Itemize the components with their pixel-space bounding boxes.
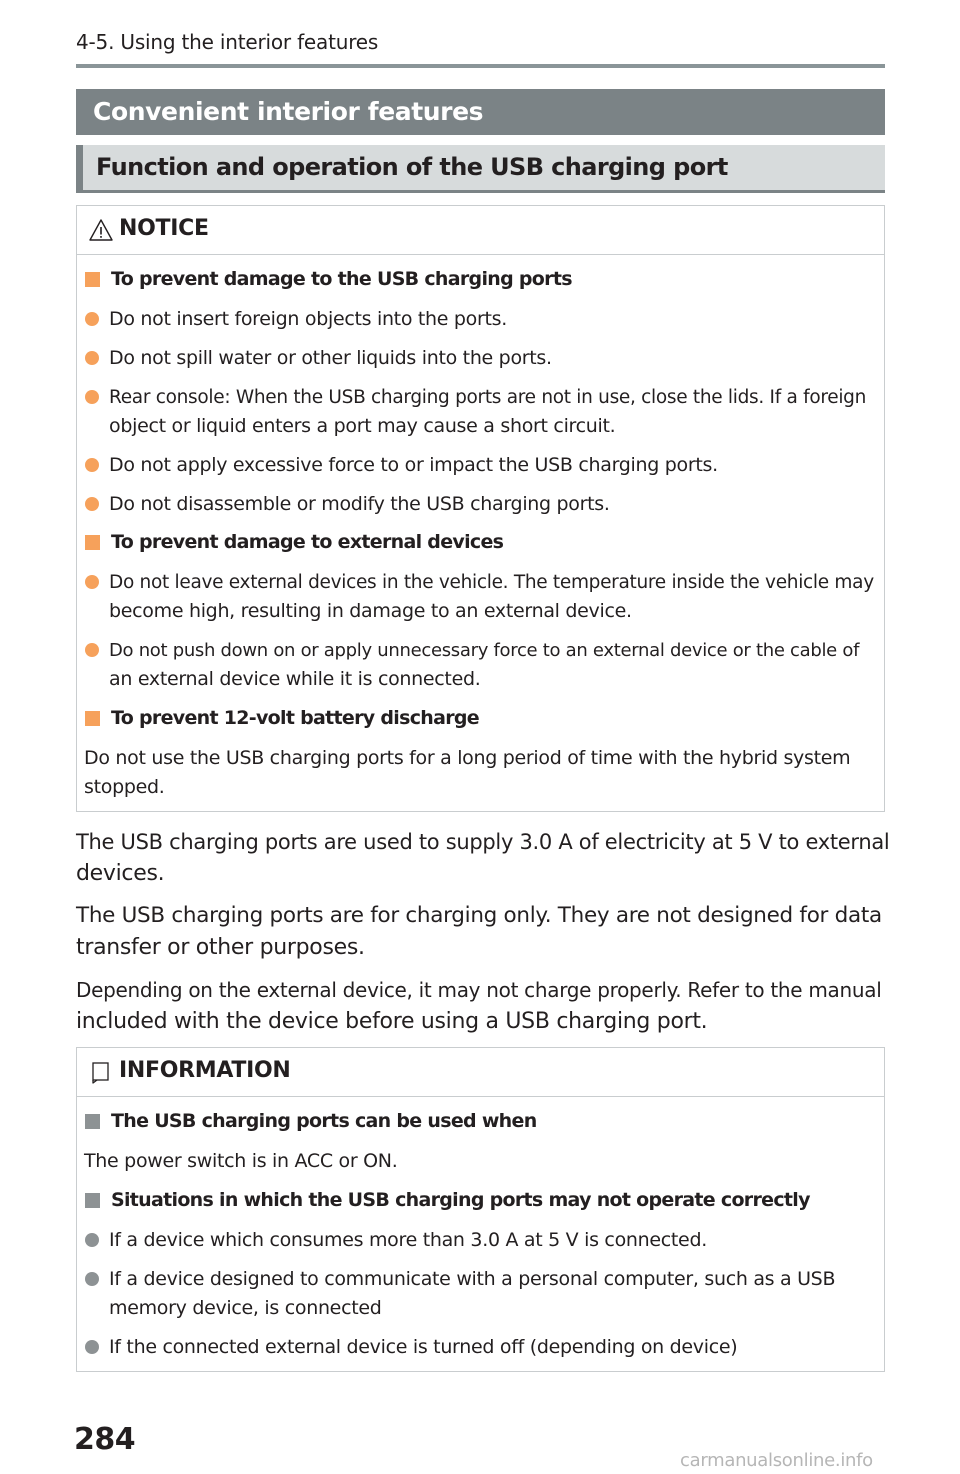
section-square-marker <box>85 1114 100 1129</box>
info-bullet-continued: memory device, is connected <box>109 1297 382 1319</box>
bullet-dot <box>85 643 99 657</box>
info-paragraph: The power switch is in ACC or ON. <box>84 1150 398 1172</box>
bullet-dot <box>85 458 99 472</box>
bullet-dot <box>85 1233 99 1247</box>
info-bullet: If a device which consumes more than 3.0 A at 5 V is connected. <box>109 1229 707 1251</box>
notice-bullet: Do not apply excessive force to or impact the USB charging ports. <box>109 454 718 476</box>
notice-box <box>76 205 885 812</box>
information-header <box>77 1048 884 1097</box>
body-paragraph-continued: transfer or other purposes. <box>76 935 365 960</box>
bullet-dot <box>85 351 99 365</box>
notice-heading-external-devices: To prevent damage to external devices <box>111 531 504 553</box>
notice-bullet: Rear console: When the USB charging ports are not in use, close the lids. If a foreign <box>109 387 867 408</box>
info-bullet: If the connected external device is turned off (depending on device) <box>109 1336 738 1358</box>
notice-bullet-continued: become high, resulting in damage to an external device. <box>109 600 632 622</box>
section-square-marker <box>85 1193 100 1208</box>
notice-heading-usb-ports: To prevent damage to the USB charging ports <box>111 268 572 290</box>
bullet-dot <box>85 1272 99 1286</box>
body-paragraph-continued: devices. <box>76 861 165 886</box>
header-rule <box>76 64 885 68</box>
section-title: Convenient interior features <box>93 97 484 126</box>
bullet-dot <box>85 390 99 404</box>
notice-bullet: Do not disassemble or modify the USB charging ports. <box>109 493 610 515</box>
notice-bullet-continued: an external device while it is connected. <box>109 668 481 690</box>
watermark: carmanualsonline.info <box>680 1450 873 1471</box>
bullet-dot <box>85 575 99 589</box>
subsection-title-bar <box>76 145 885 193</box>
section-square-marker <box>85 711 100 726</box>
body-paragraph-continued: included with the device before using a USB charging port. <box>76 1009 708 1034</box>
notice-header <box>77 206 884 255</box>
section-square-marker <box>85 272 100 287</box>
body-paragraph: Depending on the external device, it may not charge properly. Refer to the manual <box>76 978 882 1002</box>
info-heading-may-not-operate: Situations in which the USB charging ports may not operate correctly <box>111 1189 810 1211</box>
memo-icon <box>91 1062 111 1084</box>
notice-bullet: Do not insert foreign objects into the ports. <box>109 308 508 330</box>
section-square-marker <box>85 535 100 550</box>
section-title-bar <box>76 89 885 135</box>
body-paragraph: The USB charging ports are for charging only. They are not designed for data <box>76 903 882 928</box>
notice-bullet: Do not push down on or apply unnecessary force to an external device or the cable of <box>109 640 860 661</box>
subsection-title: Function and operation of the USB charging port <box>96 153 728 181</box>
subsection-accent <box>76 145 83 190</box>
information-title: INFORMATION <box>119 1058 291 1083</box>
notice-bullet-continued: object or liquid enters a port may cause a short circuit. <box>109 415 616 437</box>
notice-paragraph: Do not use the USB charging ports for a long period of time with the hybrid system <box>84 747 851 769</box>
notice-bullet: Do not spill water or other liquids into the ports. <box>109 347 552 369</box>
page-number: 284 <box>74 1422 136 1457</box>
running-header: 4-5. Using the interior features <box>76 30 379 54</box>
body-paragraph: The USB charging ports are used to supply 3.0 A of electricity at 5 V to external <box>76 830 890 854</box>
warning-triangle-icon <box>89 219 113 241</box>
notice-heading-battery: To prevent 12-volt battery discharge <box>111 707 479 729</box>
notice-title: NOTICE <box>119 216 209 241</box>
bullet-dot <box>85 1340 99 1354</box>
notice-paragraph-continued: stopped. <box>84 776 165 798</box>
notice-bullet: Do not leave external devices in the vehicle. The temperature inside the vehicle may <box>109 572 874 593</box>
bullet-dot <box>85 497 99 511</box>
bullet-dot <box>85 312 99 326</box>
info-bullet: If a device designed to communicate with a personal computer, such as a USB <box>109 1268 836 1290</box>
info-heading-usable-when: The USB charging ports can be used when <box>111 1110 537 1132</box>
information-box <box>76 1047 885 1372</box>
